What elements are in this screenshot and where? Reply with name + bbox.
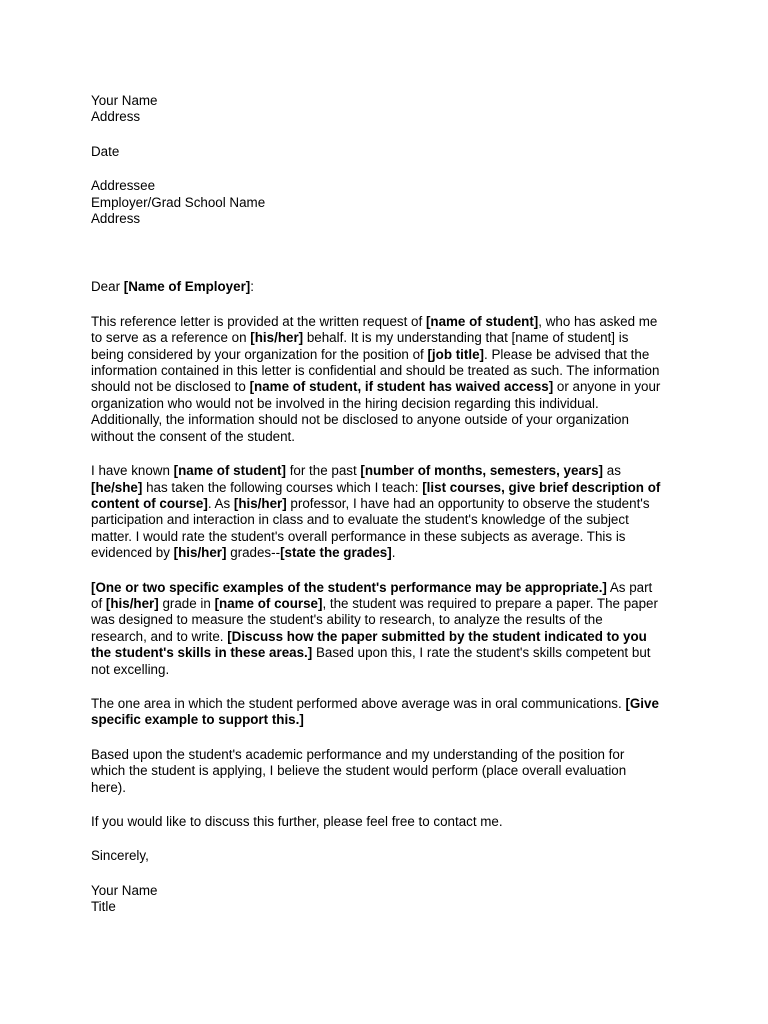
body-text: for the past bbox=[285, 463, 361, 479]
paragraph-performance-example bbox=[91, 580, 691, 678]
salutation-suffix: : bbox=[250, 279, 254, 295]
body-text: . Please be advised that the bbox=[484, 346, 650, 362]
letter-line bbox=[91, 314, 691, 330]
body-text: . bbox=[391, 545, 396, 561]
letter-line bbox=[91, 629, 691, 645]
placeholder-text: [he/she] bbox=[91, 479, 143, 495]
letter-line bbox=[91, 330, 691, 346]
body-text: has taken the following courses which I teach: bbox=[142, 479, 423, 495]
placeholder-text: [Discuss how the paper submitted by the student indicated to you bbox=[227, 628, 647, 644]
salutation-name: [Name of Employer] bbox=[123, 279, 251, 295]
placeholder-text: the student's skills in these areas.] bbox=[91, 645, 313, 661]
letter-line bbox=[91, 763, 691, 779]
placeholder-text: [his/her] bbox=[250, 330, 304, 346]
body-text: As part bbox=[606, 579, 653, 595]
body-text: evidenced by bbox=[91, 545, 174, 561]
letter-line bbox=[91, 747, 691, 763]
placeholder-text: [his/her] bbox=[233, 495, 287, 511]
body-text: information contained in this letter is confidential and should be treated as such. The information bbox=[91, 363, 660, 379]
body-text: Additionally, the information should not be disclosed to anyone outside of your organization bbox=[91, 412, 629, 428]
letter-line bbox=[91, 429, 691, 445]
body-text: or anyone in your bbox=[553, 379, 661, 395]
body-text: Based upon the student's academic performance and my understanding of the position for bbox=[91, 746, 625, 762]
body-text: grades-- bbox=[226, 545, 281, 561]
paragraph-overall-evaluation bbox=[91, 747, 691, 796]
letter-line bbox=[91, 596, 691, 612]
body-text: professor, I have had an opportunity to observe the student's bbox=[286, 495, 650, 511]
body-text: , who has asked me bbox=[538, 313, 658, 329]
letter-line bbox=[91, 529, 691, 545]
body-text: of bbox=[91, 595, 106, 611]
body-text: which the student is applying, I believe the student would perform (place overall evaluation bbox=[91, 763, 627, 779]
closing: Sincerely, bbox=[91, 848, 149, 864]
placeholder-text: [Give bbox=[625, 695, 659, 711]
body-text: not excelling. bbox=[91, 661, 170, 677]
letter-line bbox=[91, 580, 691, 596]
sender-address: Address bbox=[91, 109, 141, 125]
recipient-block bbox=[91, 178, 691, 227]
paragraph-contact bbox=[91, 814, 691, 830]
signature-title: Title bbox=[91, 899, 116, 915]
closing-block bbox=[91, 848, 691, 864]
placeholder-text: [name of course] bbox=[214, 595, 323, 611]
letter-line bbox=[91, 512, 691, 528]
recipient-address: Address bbox=[91, 211, 141, 227]
body-text: If you would like to discuss this further, please feel free to contact me. bbox=[91, 814, 503, 829]
letter-line bbox=[91, 463, 691, 479]
placeholder-text: [his/her] bbox=[173, 545, 227, 561]
letter-line bbox=[91, 612, 691, 628]
placeholder-text: [One or two specific examples of the student's performance may be appropriate.] bbox=[91, 579, 607, 595]
letter-line bbox=[91, 363, 691, 379]
body-text: I have known bbox=[91, 463, 174, 479]
recipient-organization: Employer/Grad School Name bbox=[91, 194, 266, 210]
body-text: as bbox=[603, 463, 621, 479]
letter-line bbox=[91, 662, 691, 678]
letter-line bbox=[91, 814, 691, 830]
placeholder-text: content of course] bbox=[91, 495, 208, 511]
placeholder-text: [name of student] bbox=[425, 313, 539, 329]
placeholder-text: [state the grades] bbox=[280, 545, 392, 561]
salutation bbox=[91, 279, 691, 295]
letter-line bbox=[91, 645, 691, 661]
letter-line bbox=[91, 712, 691, 728]
date-block bbox=[91, 144, 691, 160]
placeholder-text: [name of student] bbox=[173, 463, 286, 479]
recipient-addressee: Addressee bbox=[91, 178, 156, 194]
letter-line bbox=[91, 496, 691, 512]
letter-line bbox=[91, 396, 691, 412]
letter-line bbox=[91, 780, 691, 796]
body-text: organization who would not be involved in the hiring decision regarding this individual. bbox=[91, 395, 599, 411]
signature-block bbox=[91, 883, 691, 916]
placeholder-text: [name of student, if student has waived access] bbox=[249, 379, 554, 395]
letter-line bbox=[91, 347, 691, 363]
body-text: without the consent of the student. bbox=[91, 428, 295, 444]
paragraph-courses bbox=[91, 463, 691, 561]
body-text: here). bbox=[91, 779, 126, 795]
placeholder-text: [list courses, give brief description of bbox=[422, 479, 661, 495]
letter-line bbox=[91, 379, 691, 395]
paragraph-oral-communications bbox=[91, 696, 691, 729]
salutation-prefix: Dear bbox=[91, 279, 124, 295]
letter-date: Date bbox=[91, 143, 120, 159]
placeholder-text: specific example to support this.] bbox=[91, 712, 304, 728]
sender-block bbox=[91, 93, 691, 126]
body-text: to serve as a reference on bbox=[91, 330, 251, 346]
signature-name: Your Name bbox=[91, 882, 158, 898]
body-text: research, and to write. bbox=[91, 628, 228, 644]
letter-line bbox=[91, 545, 691, 561]
body-text: , the student was required to prepare a paper. The paper bbox=[322, 595, 658, 611]
letter-line bbox=[91, 480, 691, 496]
body-text: This reference letter is provided at the written request of bbox=[91, 313, 426, 329]
body-text: The one area in which the student performed above average was in oral communications. bbox=[91, 695, 626, 711]
body-text: . As bbox=[207, 495, 234, 511]
letter-line bbox=[91, 412, 691, 428]
paragraph-confidentiality bbox=[91, 314, 691, 445]
reference-letter-page bbox=[91, 93, 691, 916]
placeholder-text: [his/her] bbox=[105, 595, 159, 611]
body-text: being considered by your organization for the position of bbox=[91, 346, 428, 362]
body-text: participation and interaction in class and to evaluate the student's knowledge of the subject bbox=[91, 512, 629, 528]
body-text: grade in bbox=[158, 595, 215, 611]
sender-name: Your Name bbox=[91, 93, 158, 108]
body-text: Based upon this, I rate the student's skills competent but bbox=[312, 645, 651, 661]
body-text: behalf. It is my understanding that [name of student] is bbox=[303, 330, 629, 346]
body-text: was designed to measure the student's ability to research, to analyze the results of the bbox=[91, 612, 603, 628]
letter-line bbox=[91, 696, 691, 712]
placeholder-text: [number of months, semesters, years] bbox=[360, 463, 604, 479]
body-text: matter. I would rate the student's overall performance in these subjects as average. This is bbox=[91, 528, 626, 544]
placeholder-text: [job title] bbox=[427, 346, 484, 362]
body-text: should not be disclosed to bbox=[91, 379, 250, 395]
